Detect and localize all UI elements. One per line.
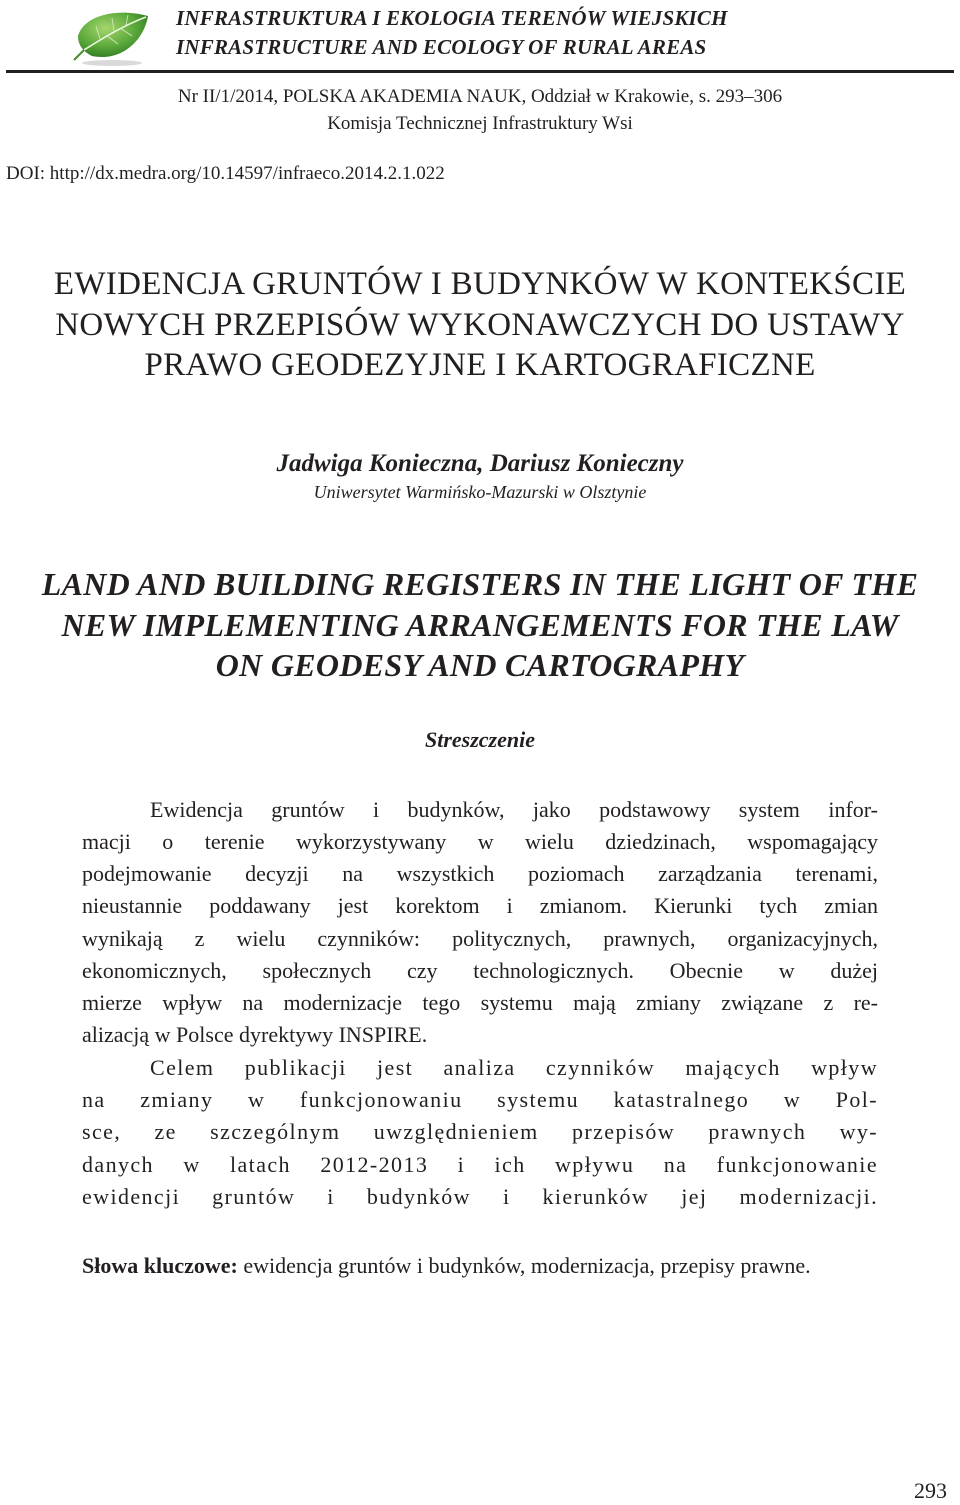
title-en-line-2: NEW IMPLEMENTING ARRANGEMENTS FOR THE LAW: [61, 607, 899, 643]
abstract-line: nieustannie poddawany jest korektom i zmianom. Kierunki tych zmian: [82, 893, 878, 918]
abstract-line: Ewidencja gruntów i budynków, jako podstawowy system infor-: [150, 797, 878, 822]
doi-link[interactable]: DOI: http://dx.medra.org/10.14597/infraeco.2014.2.1.022: [6, 163, 445, 184]
journal-title-pl: INFRASTRUKTURA I EKOLOGIA TERENÓW WIEJSKICH: [176, 6, 728, 30]
abstract-line: ewidencji gruntów i budynków i kierunków jej modernizacji.: [82, 1184, 878, 1209]
title-pl-line-2: NOWYCH PRZEPISÓW WYKONAWCZYCH DO USTAWY: [55, 307, 905, 343]
title-pl-line-3: PRAWO GEODEZYJNE I KARTOGRAFICZNE: [144, 347, 816, 383]
abstract-line: wynikają z wielu czynników: politycznych, prawnych, organizacyjnych,: [82, 926, 878, 951]
abstract-line: ekonomicznych, społecznych czy technologicznych. Obecnie w dużej: [82, 958, 878, 983]
title-en-line-3: ON GEODESY AND CARTOGRAPHY: [215, 647, 745, 683]
abstract-line: sce, ze szczególnym uwzględnieniem przepisów prawnych wy-: [82, 1119, 878, 1144]
affiliation: Uniwersytet Warmińsko-Mazurski w Olsztynie: [313, 482, 647, 502]
authors: Jadwiga Konieczna, Dariusz Konieczny: [276, 450, 684, 477]
leaf-icon: [70, 6, 154, 68]
title-en-line-1: LAND AND BUILDING REGISTERS IN THE LIGHT OF THE: [41, 566, 919, 602]
page-number: 293: [914, 1478, 947, 1503]
abstract-line: alizacją w Polsce dyrektywy INSPIRE.: [82, 1022, 428, 1047]
keywords-text: ewidencja gruntów i budynków, modernizacja, przepisy prawne.: [243, 1253, 811, 1278]
abstract-line: Celem publikacji jest analiza czynników mających wpływ: [150, 1055, 878, 1080]
abstract-line: mierze wpływ na modernizacje tego systemu mają zmiany związane z re-: [82, 990, 878, 1015]
committee-info: Komisja Technicznej Infrastruktury Wsi: [327, 113, 633, 134]
abstract-line: na zmiany w funkcjonowaniu systemu katastralnego w Pol-: [82, 1087, 878, 1112]
header-divider: [6, 70, 954, 73]
issue-info: Nr II/1/2014, POLSKA AKADEMIA NAUK, Oddział w Krakowie, s. 293–306: [177, 86, 783, 107]
keywords: [82, 1249, 878, 1283]
title-pl-line-1: EWIDENCJA GRUNTÓW I BUDYNKÓW W KONTEKŚCIE: [53, 266, 907, 302]
abstract-line: podejmowanie decyzji na wszystkich poziomach zarządzania terenami,: [82, 861, 878, 886]
abstract-heading: Streszczenie: [425, 727, 535, 752]
journal-title-en: INFRASTRUCTURE AND ECOLOGY OF RURAL AREAS: [176, 35, 707, 59]
keywords-label: Słowa kluczowe:: [82, 1253, 238, 1278]
abstract-line: macji o terenie wykorzystywany w wielu dziedzinach, wspomagający: [82, 829, 878, 854]
abstract-line: danych w latach 2012-2013 i ich wpływu na funkcjonowanie: [82, 1152, 878, 1177]
